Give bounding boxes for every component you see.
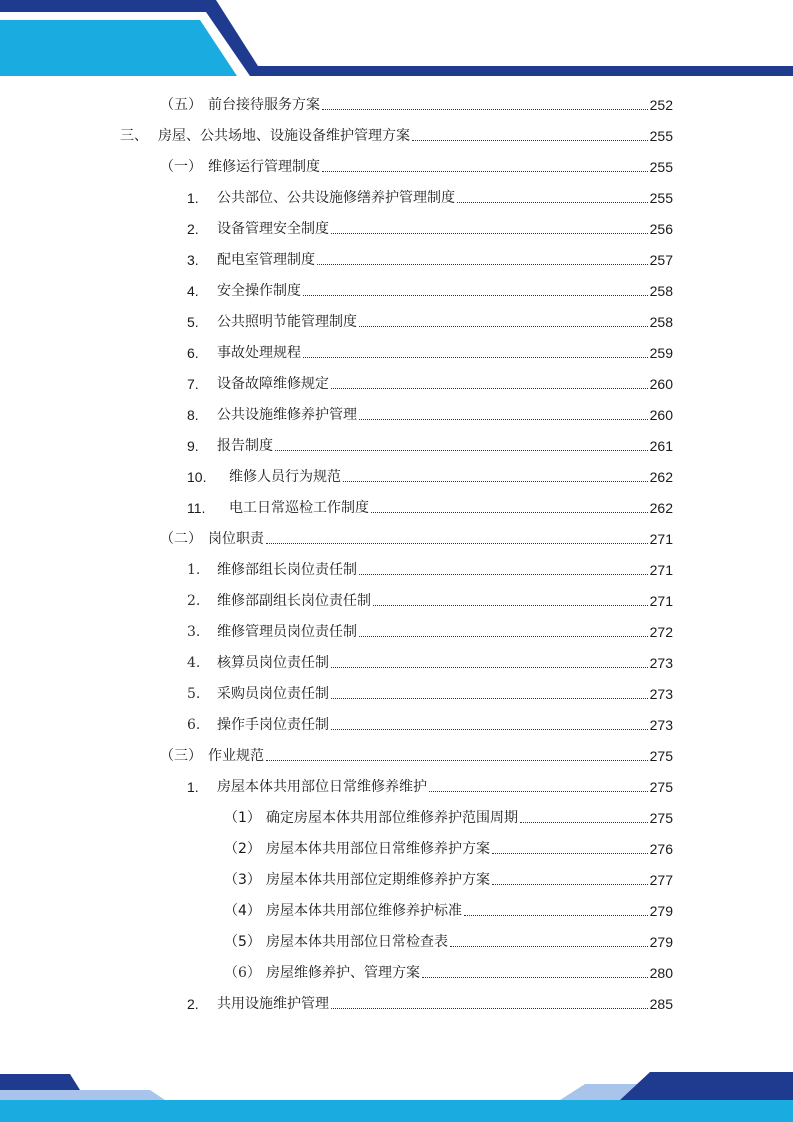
dot-leader — [412, 139, 648, 141]
toc-entry[interactable] — [187, 247, 673, 269]
toc-entry-number: 2. — [187, 221, 199, 237]
dot-leader — [266, 542, 648, 544]
toc-entry-title: 房屋本体共用部位定期维修养护方案 — [266, 872, 490, 888]
dot-leader — [331, 666, 648, 668]
toc-entry[interactable] — [224, 805, 673, 827]
dot-leader — [359, 325, 648, 327]
toc-entry-title: 事故处理规程 — [217, 345, 301, 361]
toc-entry[interactable] — [187, 557, 673, 579]
dot-leader — [331, 232, 648, 234]
toc-entry-number: （6） — [224, 965, 261, 981]
dot-leader — [457, 201, 648, 203]
toc-entry-title: 设备故障维修规定 — [217, 376, 329, 392]
toc-entry-title: 公共照明节能管理制度 — [217, 314, 357, 330]
toc-entry-number: 8. — [187, 407, 199, 423]
toc-entry[interactable] — [187, 402, 673, 424]
toc-entry-title: 共用设施维护管理 — [217, 996, 329, 1012]
toc-entry-number: 6. — [187, 717, 201, 733]
toc-entry[interactable] — [187, 681, 673, 703]
dot-leader — [520, 821, 648, 823]
toc-entry[interactable] — [187, 991, 673, 1013]
toc-entry-title: 房屋维修养护、管理方案 — [266, 965, 420, 981]
toc-entry-title: 房屋本体共用部位日常维修养维护 — [217, 779, 427, 795]
toc-entry[interactable] — [224, 898, 673, 920]
toc-entry-page: 275 — [649, 748, 673, 764]
toc-entry-number: 1. — [187, 562, 201, 578]
toc-entry[interactable] — [187, 278, 673, 300]
toc-entry-page: 273 — [649, 686, 673, 702]
toc-entry[interactable] — [187, 433, 673, 455]
toc-entry[interactable] — [187, 309, 673, 331]
toc-entry-number: 1. — [187, 779, 199, 795]
toc-entry-title: 电工日常巡检工作制度 — [229, 500, 369, 516]
dot-leader — [303, 294, 648, 296]
toc-entry-title: 房屋、公共场地、设施设备维护管理方案 — [158, 128, 410, 144]
dot-leader — [492, 883, 648, 885]
footer-left-dark — [0, 1074, 80, 1090]
toc-entry[interactable] — [120, 123, 673, 145]
toc-entry[interactable] — [160, 743, 673, 765]
toc-entry-number: （1） — [224, 810, 261, 826]
toc-entry-number: （3） — [224, 872, 261, 888]
dot-leader — [303, 356, 648, 358]
toc-entry-page: 260 — [649, 376, 673, 392]
footer-right-dark — [620, 1072, 793, 1100]
toc-entry-title: 维修管理员岗位责任制 — [217, 624, 357, 640]
toc-entry-number: 3. — [187, 624, 201, 640]
toc-entry-title: 维修部组长岗位责任制 — [217, 562, 357, 578]
toc-entry-title: 安全操作制度 — [217, 283, 301, 299]
toc-entry-number: 3. — [187, 252, 199, 268]
toc-entry-number: （2） — [224, 841, 261, 857]
dot-leader — [322, 170, 648, 172]
toc-entry-number: 1. — [187, 190, 199, 206]
dot-leader — [331, 697, 648, 699]
dot-leader — [359, 418, 648, 420]
dot-leader — [371, 511, 648, 513]
toc-entry[interactable] — [224, 960, 673, 982]
toc-entry[interactable] — [160, 92, 673, 114]
toc-entry-title: 房屋本体共用部位日常维修养护方案 — [266, 841, 490, 857]
toc-entry-number: 2. — [187, 593, 201, 609]
toc-entry-page: 259 — [649, 345, 673, 361]
footer-cyan-band — [0, 1100, 793, 1122]
toc-entry-page: 280 — [649, 965, 673, 981]
toc-entry-number: 7. — [187, 376, 199, 392]
toc-entry[interactable] — [160, 154, 673, 176]
dot-leader — [322, 108, 648, 110]
toc-entry-page: 258 — [649, 283, 673, 299]
toc-entry-number: 5. — [187, 686, 201, 702]
toc-entry-title: 核算员岗位责任制 — [217, 655, 329, 671]
toc-entry-number: 9. — [187, 438, 199, 454]
dot-leader — [422, 976, 648, 978]
toc-entry[interactable] — [160, 526, 673, 548]
toc-entry-number: （五） — [160, 97, 202, 113]
dot-leader — [359, 573, 648, 575]
dot-leader — [275, 449, 648, 451]
toc-entry-page: 262 — [649, 500, 673, 516]
toc-entry[interactable] — [187, 495, 673, 517]
toc-entry-page: 252 — [649, 97, 673, 113]
dot-leader — [331, 728, 648, 730]
toc-entry[interactable] — [224, 929, 673, 951]
dot-leader — [359, 635, 648, 637]
toc-entry[interactable] — [187, 650, 673, 672]
toc-entry-number: 4. — [187, 283, 199, 299]
footer-left-light — [0, 1090, 165, 1100]
toc-entry-page: 273 — [649, 717, 673, 733]
header-cyan-block — [0, 20, 237, 76]
toc-entry-title: 设备管理安全制度 — [217, 221, 329, 237]
toc-entry-page: 261 — [649, 438, 673, 454]
toc-entry-page: 271 — [649, 562, 673, 578]
toc-entry-page: 275 — [649, 779, 673, 795]
toc-entry[interactable] — [187, 216, 673, 238]
dot-leader — [450, 945, 648, 947]
toc-entry-title: 作业规范 — [208, 748, 264, 764]
dot-leader — [343, 480, 648, 482]
toc-entry[interactable] — [187, 185, 673, 207]
toc-entry-page: 279 — [649, 934, 673, 950]
dot-leader — [317, 263, 648, 265]
toc-entry-page: 285 — [649, 996, 673, 1012]
toc-entry-page: 255 — [649, 128, 673, 144]
toc-entry-number: （一） — [160, 159, 202, 175]
toc-entry-title: 配电室管理制度 — [217, 252, 315, 268]
toc-entry-page: 273 — [649, 655, 673, 671]
toc-entry-page: 256 — [649, 221, 673, 237]
toc-entry-number: （4） — [224, 903, 261, 919]
footer-banner — [0, 1072, 793, 1122]
toc-entry-page: 255 — [649, 190, 673, 206]
toc-entry-number: 三、 — [120, 128, 148, 144]
toc-entry-page: 272 — [649, 624, 673, 640]
toc-entry-title: 维修人员行为规范 — [229, 469, 341, 485]
toc-entry-title: 公共设施维修养护管理 — [217, 407, 357, 423]
toc-entry[interactable] — [224, 836, 673, 858]
toc-entry-title: 维修运行管理制度 — [208, 159, 320, 175]
toc-entry[interactable] — [187, 464, 673, 486]
toc-entry-title: 前台接待服务方案 — [208, 97, 320, 113]
dot-leader — [464, 914, 648, 916]
toc-entry-number: 6. — [187, 345, 199, 361]
toc-entry-title: 报告制度 — [217, 438, 273, 454]
toc-entry-title: 操作手岗位责任制 — [217, 717, 329, 733]
dot-leader — [266, 759, 648, 761]
toc-entry[interactable] — [224, 867, 673, 889]
toc-entry-title: 采购员岗位责任制 — [217, 686, 329, 702]
toc-entry-page: 275 — [649, 810, 673, 826]
toc-entry-title: 确定房屋本体共用部位维修养护范围周期 — [266, 810, 518, 826]
toc-entry-title: 房屋本体共用部位日常检查表 — [266, 934, 448, 950]
toc-entry-page: 271 — [649, 593, 673, 609]
dot-leader — [492, 852, 648, 854]
toc-entry-title: 维修部副组长岗位责任制 — [217, 593, 371, 609]
toc-entry-number: （三） — [160, 748, 202, 764]
toc-entry-title: 岗位职责 — [208, 531, 264, 547]
toc-entry-page: 255 — [649, 159, 673, 175]
dot-leader — [331, 387, 648, 389]
dot-leader — [429, 790, 648, 792]
toc-entry-page: 257 — [649, 252, 673, 268]
toc-entry-page: 271 — [649, 531, 673, 547]
toc-entry[interactable] — [187, 340, 673, 362]
toc-entry-number: 10. — [187, 469, 207, 485]
toc-entry[interactable] — [187, 712, 673, 734]
toc-entry-page: 276 — [649, 841, 673, 857]
dot-leader — [331, 1007, 648, 1009]
toc-entry[interactable] — [187, 774, 673, 796]
toc-entry-number: 11. — [187, 500, 206, 516]
toc-entry-number: （5） — [224, 934, 261, 950]
toc-entry-page: 279 — [649, 903, 673, 919]
toc-entry-number: （二） — [160, 531, 202, 547]
dot-leader — [373, 604, 648, 606]
header-banner — [0, 0, 793, 80]
toc-entry-page: 258 — [649, 314, 673, 330]
toc-entry[interactable] — [187, 371, 673, 393]
toc-entry[interactable] — [187, 619, 673, 641]
toc-entry-number: 5. — [187, 314, 199, 330]
toc-entry-page: 262 — [649, 469, 673, 485]
toc-entry-number: 2. — [187, 996, 199, 1012]
toc-entry[interactable] — [187, 588, 673, 610]
toc-entry-title: 房屋本体共用部位维修养护标准 — [266, 903, 462, 919]
toc-entry-number: 4. — [187, 655, 201, 671]
toc-entry-title: 公共部位、公共设施修缮养护管理制度 — [217, 190, 455, 206]
toc-entry-page: 277 — [649, 872, 673, 888]
toc-entry-page: 260 — [649, 407, 673, 423]
